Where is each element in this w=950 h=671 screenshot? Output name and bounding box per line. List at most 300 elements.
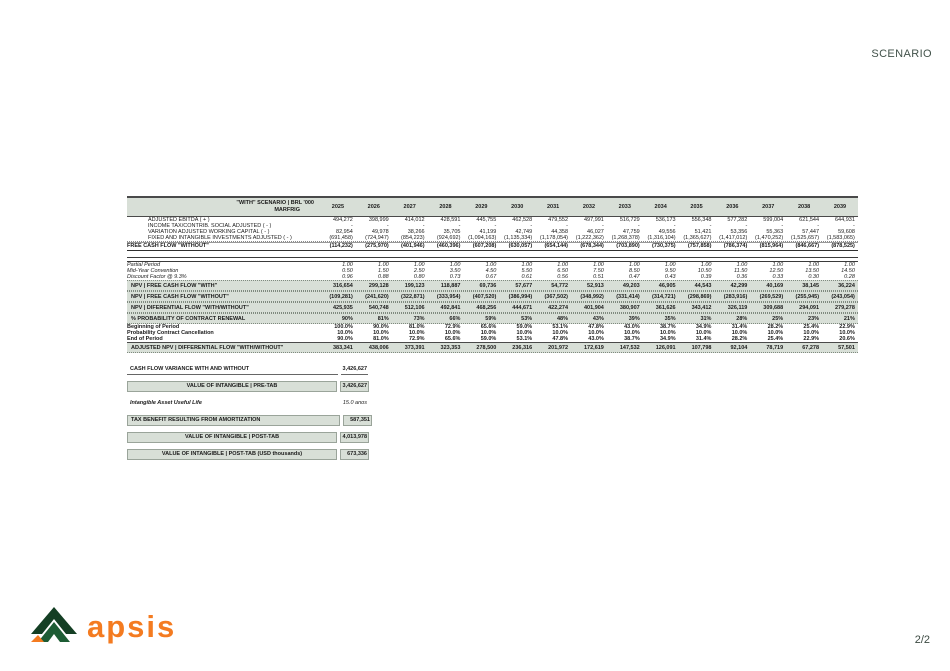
- table-cell: 82,954: [336, 229, 353, 235]
- table-row: [127, 274, 858, 280]
- table-cell: (1,178,054): [539, 235, 569, 241]
- table-cell: 126,091: [655, 344, 676, 351]
- table-cell: (275,970): [365, 243, 389, 249]
- table-cell: 47,759: [622, 229, 640, 235]
- table-cell: 383,341: [332, 344, 353, 351]
- row-label: INCOME TAX/CONTRIB. SOCIAL ADJUSTED ( - ): [148, 223, 272, 229]
- table-cell: 428,591: [440, 217, 461, 223]
- year-column-header: 2037: [762, 204, 775, 210]
- table-cell: (333,954): [436, 293, 461, 300]
- table-cell: 48%: [557, 315, 569, 322]
- table-cell: (367,502): [544, 293, 569, 300]
- table-cell: 438,006: [368, 344, 389, 351]
- table-cell: (269,529): [759, 293, 784, 300]
- table-cell: 38,266: [407, 229, 425, 235]
- table-cell: 90.0%: [337, 336, 353, 342]
- table-cell: (924,692): [436, 235, 461, 241]
- table-cell: 1.00: [557, 262, 569, 268]
- table-cell: (241,620): [365, 293, 389, 300]
- table-cell: 0.73: [449, 274, 461, 280]
- table-cell: 53.1%: [552, 324, 569, 330]
- year-column-header: 2036: [726, 204, 739, 210]
- summary-value: 3,426,627: [341, 365, 368, 375]
- table-cell: (854,223): [401, 235, 425, 241]
- table-cell: 28.2%: [731, 336, 748, 342]
- table-cell: -: [422, 223, 425, 229]
- table-cell: 57,447: [802, 229, 820, 235]
- table-cell: 343,412: [691, 304, 712, 311]
- table-cell: -: [673, 223, 676, 229]
- table-cell: 1.00: [413, 262, 425, 268]
- table-cell: 1.00: [629, 262, 640, 268]
- table-cell: 1.00: [844, 262, 855, 268]
- summary-label: VALUE OF INTANGIBLE | POST-TAB (USD thousands): [127, 449, 337, 460]
- table-cell: 31%: [700, 315, 712, 322]
- table-cell: 23%: [808, 315, 820, 322]
- table-cell: 577,282: [727, 217, 748, 223]
- table-cell: 10.0%: [695, 330, 712, 336]
- table-cell: 7.50: [593, 268, 604, 274]
- summary-row: [127, 415, 387, 426]
- table-cell: 309,688: [763, 304, 784, 311]
- table-cell: 28%: [736, 315, 748, 322]
- table-cell: -: [853, 223, 855, 229]
- table-cell: 25.4%: [803, 324, 820, 330]
- table-cell: (298,869): [687, 293, 712, 300]
- table-cell: 47.8%: [552, 336, 569, 342]
- table-cell: (1,222,362): [575, 235, 604, 241]
- table-row: [127, 302, 858, 313]
- table-cell: 10.0%: [767, 330, 784, 336]
- table-cell: (1,417,012): [719, 235, 748, 241]
- table-cell: 5.50: [521, 268, 533, 274]
- table-cell: 0.43: [664, 274, 676, 280]
- table-cell: 644,931: [835, 217, 855, 223]
- table-cell: 1.00: [700, 262, 712, 268]
- table-cell: 10.0%: [408, 330, 425, 336]
- row-label: Probability Contract Cancellation: [127, 330, 214, 336]
- table-cell: 0.39: [700, 274, 712, 280]
- year-column-header: 2028: [439, 204, 452, 210]
- table-cell: 72.9%: [444, 324, 461, 330]
- page-number: 2/2: [914, 634, 930, 646]
- table-cell: -: [781, 223, 784, 229]
- table-cell: 25%: [772, 315, 784, 322]
- summary-value: 587,351: [343, 415, 372, 426]
- table-cell: 2.50: [413, 268, 425, 274]
- table-cell: (691,458): [329, 235, 353, 241]
- table-cell: 43.0%: [624, 324, 640, 330]
- table-cell: 444,671: [512, 304, 533, 311]
- row-label: ADJUSTED EBITDA ( + ): [148, 217, 210, 223]
- table-cell: -: [602, 223, 604, 229]
- summary-value: 673,336: [340, 449, 369, 460]
- table-cell: (878,525): [831, 243, 855, 249]
- table-cell: (348,992): [580, 293, 604, 300]
- table-cell: 59.0%: [480, 336, 497, 342]
- summary-label: VALUE OF INTANGIBLE | PRE-TAB: [127, 381, 337, 392]
- table-cell: -: [709, 223, 712, 229]
- table-cell: 6.50: [557, 268, 569, 274]
- table-cell: 0.88: [378, 274, 389, 280]
- table-cell: 172,619: [583, 344, 604, 351]
- table-cell: 54,772: [551, 282, 569, 289]
- table-row: [127, 313, 858, 324]
- summary-row: [127, 432, 387, 443]
- table-row: [127, 235, 858, 242]
- table-cell: 1.00: [664, 262, 676, 268]
- row-label: ADJUSTED NPV | DIFFERENTIAL FLOW "WITH/WITHOUT": [131, 344, 284, 351]
- table-cell: 199,123: [404, 282, 425, 289]
- table-cell: 0.30: [808, 274, 820, 280]
- table-cell: 373,391: [404, 344, 425, 351]
- table-cell: 11.50: [733, 268, 748, 274]
- table-cell: (1,094,163): [468, 235, 497, 241]
- table-cell: 1.00: [593, 262, 604, 268]
- table-cell: 479,552: [548, 217, 569, 223]
- table-cell: 38,145: [802, 282, 820, 289]
- table-cell: 0.51: [593, 274, 604, 280]
- table-cell: 540,748: [368, 304, 389, 311]
- table-cell: 90%: [341, 315, 353, 322]
- table-cell: (109,281): [329, 293, 353, 300]
- table-cell: 22.9%: [839, 324, 855, 330]
- year-column-header: 2025: [331, 204, 345, 210]
- table-cell: 21%: [843, 315, 855, 322]
- table-cell: (1,525,657): [790, 235, 820, 241]
- table-cell: 13.50: [805, 268, 820, 274]
- table-cell: 10.0%: [588, 330, 604, 336]
- table-cell: (757,858): [687, 243, 712, 249]
- table-cell: 10.0%: [803, 330, 820, 336]
- table-cell: -: [637, 223, 640, 229]
- table-title-line1: "WITH" SCENARIO | BRL '000: [236, 200, 314, 206]
- table-cell: -: [386, 223, 389, 229]
- table-cell: 78,719: [766, 344, 784, 351]
- table-cell: 14.50: [841, 268, 855, 274]
- table-cell: 462,528: [512, 217, 533, 223]
- table-cell: 4.50: [485, 268, 497, 274]
- table-cell: (114,232): [329, 243, 353, 249]
- table-row: [127, 342, 858, 353]
- table-cell: 3.50: [449, 268, 461, 274]
- table-cell: 66%: [449, 315, 461, 322]
- table-cell: 53%: [521, 315, 533, 322]
- table-cell: 49,978: [371, 229, 389, 235]
- table-cell: 422,274: [548, 304, 569, 311]
- year-column-header: 2038: [797, 204, 811, 210]
- table-cell: 0.33: [772, 274, 784, 280]
- table-cell: 35,705: [443, 229, 461, 235]
- table-cell: 44,358: [551, 229, 569, 235]
- row-label: FIXED AND INTANGIBLE INVESTMENTS ADJUSTED ( - ): [148, 235, 292, 241]
- table-cell: 40,169: [766, 282, 784, 289]
- table-cell: 236,316: [512, 344, 533, 351]
- table-cell: 398,999: [368, 217, 389, 223]
- table-cell: (460,396): [436, 243, 461, 249]
- table-cell: 57,501: [838, 344, 855, 351]
- table-cell: 81%: [377, 315, 389, 322]
- table-cell: 53.1%: [516, 336, 533, 342]
- table-cell: 1.00: [521, 262, 533, 268]
- table-cell: 1.00: [772, 262, 784, 268]
- table-cell: -: [530, 223, 533, 229]
- table-cell: (401,946): [401, 243, 425, 249]
- table-cell: 512,106: [404, 304, 425, 311]
- table-cell: -: [817, 223, 820, 229]
- apsis-logo-text: apsis: [87, 608, 177, 644]
- summary-value: 3,426,627: [340, 381, 369, 392]
- table-cell: 47.8%: [588, 324, 604, 330]
- table-cell: (724,947): [365, 235, 389, 241]
- year-column-header: 2030: [511, 204, 524, 210]
- table-body: [127, 217, 858, 353]
- table-title-line2: MARFRIG: [274, 207, 300, 213]
- table-cell: 10.0%: [337, 330, 353, 336]
- table-cell: 599,004: [763, 217, 784, 223]
- table-cell: (678,344): [580, 243, 604, 249]
- table-cell: 28.2%: [767, 324, 784, 330]
- table-cell: -: [494, 223, 497, 229]
- table-cell: 0.96: [342, 274, 353, 280]
- table-cell: (1,135,334): [504, 235, 533, 241]
- summary-section: [127, 365, 858, 460]
- row-label: Mid-Year Convention: [127, 268, 179, 274]
- table-cell: 9.50: [664, 268, 676, 274]
- table-cell: 10.0%: [480, 330, 497, 336]
- table-cell: -: [566, 223, 569, 229]
- table-cell: 414,012: [404, 217, 425, 223]
- table-cell: 468,256: [476, 304, 497, 311]
- table-cell: (786,374): [723, 243, 748, 249]
- summary-value: 15.0 anos: [342, 400, 367, 406]
- scenario-label: SCENARIO: [871, 48, 932, 60]
- table-cell: 299,128: [368, 282, 389, 289]
- table-cell: 147,532: [619, 344, 640, 351]
- row-label: Discount Factor @ 9.3%: [127, 274, 187, 280]
- table-cell: 34.9%: [659, 336, 676, 342]
- year-column-header: 2033: [618, 204, 631, 210]
- table-cell: 34.9%: [695, 324, 712, 330]
- table-cell: 10.0%: [659, 330, 676, 336]
- table-cell: 497,991: [583, 217, 604, 223]
- table-header-row: [127, 196, 858, 217]
- apsis-mountain-icon: [30, 606, 78, 646]
- summary-row: [127, 381, 387, 392]
- table-cell: 35%: [664, 315, 676, 322]
- table-cell: 20.6%: [839, 336, 855, 342]
- table-cell: 49,203: [622, 282, 640, 289]
- table-cell: (654,144): [544, 243, 569, 249]
- year-column-header: 2034: [654, 204, 667, 210]
- table-cell: 100.0%: [334, 324, 353, 330]
- table-cell: 31.4%: [695, 336, 712, 342]
- table-cell: 90.0%: [373, 324, 389, 330]
- table-cell: -: [458, 223, 461, 229]
- table-cell: 10.0%: [552, 330, 569, 336]
- table-cell: 279,278: [835, 304, 855, 311]
- table-row: [127, 280, 858, 291]
- table-cell: 556,348: [691, 217, 712, 223]
- table-title: [127, 200, 320, 214]
- table-cell: 118,887: [440, 282, 461, 289]
- table-cell: (1,583,065): [826, 235, 855, 241]
- table-cell: 1.00: [378, 262, 389, 268]
- table-row: [127, 291, 858, 302]
- table-cell: 53,356: [730, 229, 748, 235]
- table-cell: (1,365,627): [683, 235, 712, 241]
- summary-row: [127, 449, 387, 460]
- table-cell: 0.28: [844, 274, 855, 280]
- table-cell: 36,224: [838, 282, 855, 289]
- table-cell: 59,608: [838, 229, 855, 235]
- summary-label: VALUE OF INTANGIBLE | POST-TAB: [127, 432, 337, 443]
- table-cell: 1.00: [342, 262, 353, 268]
- year-column-header: 2035: [690, 204, 703, 210]
- table-cell: 536,173: [655, 217, 676, 223]
- table-cell: (283,916): [723, 293, 748, 300]
- table-cell: (703,890): [616, 243, 640, 249]
- table-row: [127, 242, 858, 251]
- table-cell: 22.9%: [803, 336, 820, 342]
- table-cell: 1.00: [485, 262, 497, 268]
- table-cell: 323,353: [440, 344, 461, 351]
- row-label: NPV | DIFERENTIAL FLOW "WITH/WITHOUT": [131, 304, 249, 311]
- table-row: [127, 336, 858, 342]
- table-cell: 0.47: [629, 274, 640, 280]
- table-cell: -: [745, 223, 748, 229]
- year-column-header: 2029: [475, 204, 488, 210]
- table-cell: 65.6%: [480, 324, 497, 330]
- table-cell: 57,677: [515, 282, 533, 289]
- table-cell: 1.50: [378, 268, 389, 274]
- table-cell: 38.7%: [624, 336, 640, 342]
- table-cell: 59%: [485, 315, 497, 322]
- table-cell: 49,556: [658, 229, 676, 235]
- table-cell: 0.80: [413, 274, 425, 280]
- table-cell: 326,119: [727, 304, 748, 311]
- table-cell: 12.50: [769, 268, 784, 274]
- table-cell: 8.50: [629, 268, 640, 274]
- table-cell: 278,500: [476, 344, 497, 351]
- table-cell: (1,268,378): [611, 235, 640, 241]
- row-label: NPV | FREE CASH FLOW "WITHOUT": [131, 293, 229, 300]
- row-label: End of Period: [127, 336, 163, 342]
- table-cell: 10.0%: [839, 330, 855, 336]
- table-cell: 1.00: [736, 262, 748, 268]
- table-cell: 494,272: [332, 217, 353, 223]
- table-cell: 39%: [628, 315, 640, 322]
- row-label: Beginning of Period: [127, 324, 180, 330]
- table-cell: (607,208): [472, 243, 497, 249]
- table-cell: 107,798: [691, 344, 712, 351]
- table-cell: 65.6%: [444, 336, 461, 342]
- table-cell: 55,363: [766, 229, 784, 235]
- table-cell: 69,736: [479, 282, 497, 289]
- table-cell: -: [351, 223, 353, 229]
- summary-label: CASH FLOW VARIANCE WITH AND WITHOUT: [127, 365, 338, 375]
- table-cell: 401,904: [583, 304, 604, 311]
- year-column-header: 2026: [367, 204, 380, 210]
- table-cell: (730,375): [652, 243, 676, 249]
- table-cell: (243,054): [831, 293, 855, 300]
- table-cell: 92,104: [730, 344, 748, 351]
- table-cell: 0.50: [342, 268, 353, 274]
- table-cell: (846,667): [795, 243, 820, 249]
- summary-value: 4,013,978: [340, 432, 369, 443]
- table-cell: 46,905: [658, 282, 676, 289]
- table-cell: 10.0%: [624, 330, 640, 336]
- table-cell: 42,749: [515, 229, 533, 235]
- table-cell: 42,299: [730, 282, 748, 289]
- table-cell: 73%: [413, 315, 425, 322]
- table-cell: 1.00: [808, 262, 820, 268]
- table-cell: 67,278: [802, 344, 820, 351]
- table-cell: 492,841: [440, 304, 461, 311]
- year-column-header: 2039: [833, 204, 847, 210]
- table-cell: 10.0%: [731, 330, 748, 336]
- table-cell: 294,091: [799, 304, 820, 311]
- table-cell: 10.0%: [373, 330, 389, 336]
- table-cell: (407,520): [472, 293, 497, 300]
- table-cell: 425,935: [332, 304, 353, 311]
- row-label: VARIATION ADJUSTED WORKING CAPITAL ( - ): [148, 229, 270, 235]
- table-cell: (331,414): [616, 293, 640, 300]
- table-cell: 10.0%: [444, 330, 461, 336]
- year-column-header: 2032: [582, 204, 596, 210]
- table-cell: (630,057): [508, 243, 533, 249]
- table-cell: (255,945): [795, 293, 820, 300]
- row-label: Partial Period: [127, 262, 161, 268]
- table-cell: (1,316,104): [647, 235, 676, 241]
- table-cell: 31.4%: [731, 324, 748, 330]
- table-cell: 72.9%: [408, 336, 425, 342]
- table-cell: 59.0%: [516, 324, 533, 330]
- table-cell: 10.50: [697, 268, 712, 274]
- table-cell: 52,913: [587, 282, 604, 289]
- table-cell: 10.0%: [516, 330, 533, 336]
- summary-row: [127, 365, 387, 375]
- row-label: % PROBABILITY OF CONTRACT RENEWAL: [131, 315, 246, 322]
- row-label: FREE CASH FLOW "WITHOUT": [127, 243, 209, 249]
- table-cell: (314,721): [652, 293, 676, 300]
- table-cell: 44,543: [694, 282, 712, 289]
- table-cell: 81.0%: [373, 336, 389, 342]
- table-cell: 621,544: [799, 217, 820, 223]
- table-cell: 0.56: [557, 274, 569, 280]
- table-cell: 25.4%: [767, 336, 784, 342]
- table-cell: 46,027: [587, 229, 604, 235]
- year-column-header: 2027: [403, 204, 416, 210]
- table-cell: 0.67: [485, 274, 497, 280]
- table-cell: 361,626: [655, 304, 676, 311]
- table-cell: 1.00: [449, 262, 461, 268]
- table-cell: 81.0%: [408, 324, 425, 330]
- table-cell: 516,729: [619, 217, 640, 223]
- table-cell: (815,964): [759, 243, 784, 249]
- table-cell: 0.61: [521, 274, 533, 280]
- table-cell: 0.36: [736, 274, 748, 280]
- table-cell: (1,470,252): [755, 235, 784, 241]
- table-cell: (322,871): [401, 293, 425, 300]
- table-cell: 316,654: [332, 282, 353, 289]
- table-cell: 41,199: [479, 229, 497, 235]
- table-cell: 201,972: [548, 344, 569, 351]
- table-cell: 43.0%: [588, 336, 604, 342]
- table-cell: (386,994): [508, 293, 533, 300]
- row-label: NPV | FREE CASH FLOW "WITH": [131, 282, 218, 289]
- table-cell: 445,755: [476, 217, 497, 223]
